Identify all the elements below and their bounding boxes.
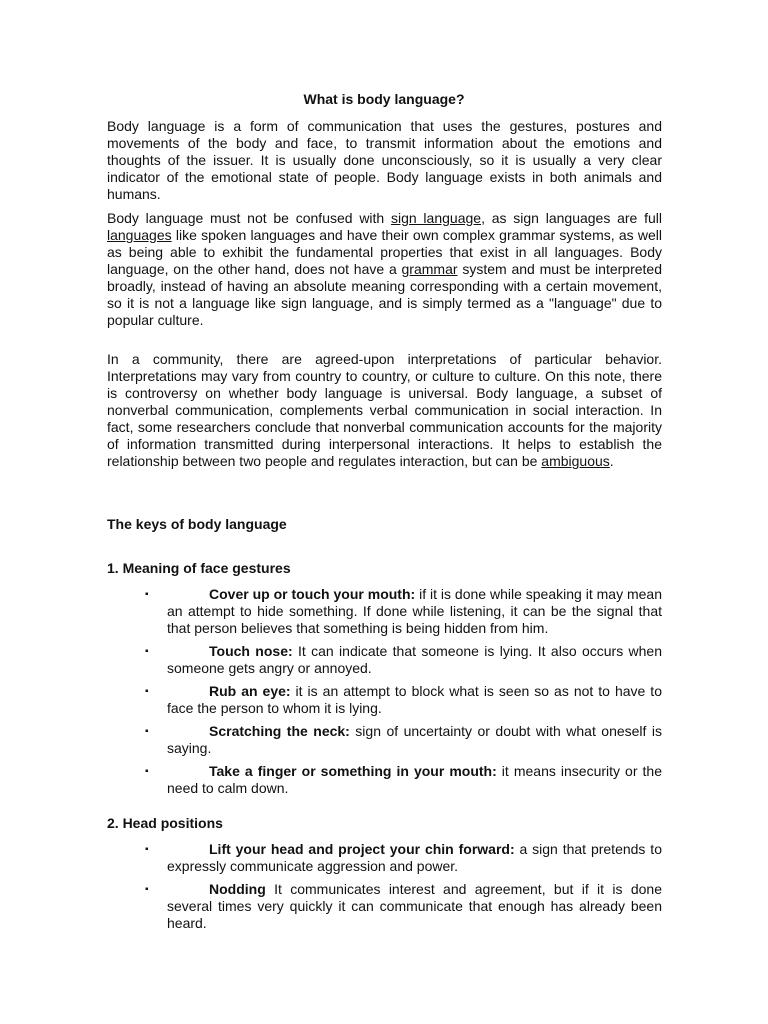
- list-item-text: It can indicate that someone is lying. It also occurs when someone gets angry or annoyed.: [167, 643, 663, 676]
- list-item: [107, 643, 662, 677]
- list-item-text: a sign that pretends to expressly communicate aggression and power.: [167, 841, 662, 874]
- bullet-icon: ▪: [145, 589, 149, 600]
- bullet-icon: ▪: [145, 766, 149, 777]
- ambiguous-link[interactable]: ambiguous: [541, 453, 610, 469]
- languages-link[interactable]: languages: [107, 227, 172, 243]
- list-item-text: sign of uncertainty or doubt with what oneself is saying.: [167, 723, 662, 756]
- section-heading-head-positions: 2. Head positions: [107, 815, 223, 831]
- bullet-icon: ▪: [145, 646, 149, 657]
- bullet-icon: ▪: [145, 884, 149, 895]
- list-item: [107, 586, 662, 637]
- list-item-text: if it is done while speaking it may mean an attempt to hide something. If done while listening, it can be the signal that that person believes that something is being hidden from him.: [167, 586, 662, 636]
- list-item-term: Touch nose:: [209, 643, 293, 659]
- keys-heading: The keys of body language: [107, 516, 287, 532]
- text-span: like spoken languages and have their own complex grammar systems, as well as being able to exhibit the fundamental properties that exist in all languages. Body language, on the other hand, does not have a: [107, 227, 662, 277]
- bullet-icon: ▪: [145, 686, 149, 697]
- text-span: .: [609, 453, 614, 469]
- paragraph-community: [107, 351, 662, 470]
- list-item-term: Scratching the neck:: [209, 723, 350, 739]
- list-item-text: it is an attempt to block what is seen so as not to have to face the person to whom it is lying.: [167, 683, 662, 716]
- list-item: [107, 881, 662, 932]
- text-span: system and must be interpreted broadly, instead of having an absolute meaning corresponding with a certain movement, so it is not a language like sign language, and is simply termed as a "language" due to popular culture.: [107, 261, 662, 328]
- list-item-term: Nodding: [209, 881, 266, 897]
- list-item-term: Cover up or touch your mouth:: [209, 586, 416, 602]
- list-item-text: it means insecurity or the need to calm down.: [167, 763, 662, 796]
- list-item-text: It communicates interest and agreement, but if it is done several times very quickly it can communicate that enough has already been heard.: [167, 881, 662, 931]
- list-item-term: Take a finger or something in your mouth:: [209, 763, 497, 779]
- text-span: In a community, there are agreed-upon interpretations of particular behavior. Interpretations may vary from country to country, or culture to culture. On this note, there is controversy on whether body language is universal. Body language, a subset of nonverbal communication, complements verbal communication in social interaction. In fact, some researchers conclude that nonverbal communication accounts for the majority of information transmitted during interpersonal interactions. It helps to establish the relationship between two people and regulates interaction, but can be: [107, 351, 662, 469]
- list-item: [107, 683, 662, 717]
- list-item: [107, 723, 662, 757]
- face-gestures-list: [107, 586, 662, 803]
- bullet-icon: ▪: [145, 726, 149, 737]
- list-item: [107, 841, 662, 875]
- bullet-icon: ▪: [145, 844, 149, 855]
- head-positions-list: [107, 841, 662, 938]
- text-span: , as sign languages are full: [481, 210, 663, 226]
- sign-language-link[interactable]: sign language: [390, 210, 482, 226]
- list-item-term: Lift your head and project your chin forward:: [209, 841, 515, 857]
- paragraph-intro: Body language is a form of communication that uses the gestures, postures and movements of the body and face, to transmit information about the emotions and thoughts of the issuer. It is usually done unconsciously, so it is usually a very clear indicator of the emotional state of people. Body language exists in both animals and humans.: [107, 118, 662, 202]
- section-heading-face-gestures: 1. Meaning of face gestures: [107, 560, 291, 576]
- paragraph-sign-language: [107, 210, 662, 329]
- page-title: What is body language?: [303, 91, 465, 107]
- text-span: Body language must not be confused with: [107, 210, 391, 226]
- list-item: [107, 763, 662, 797]
- list-item-term: Rub an eye:: [209, 683, 291, 699]
- grammar-link[interactable]: grammar: [401, 261, 458, 277]
